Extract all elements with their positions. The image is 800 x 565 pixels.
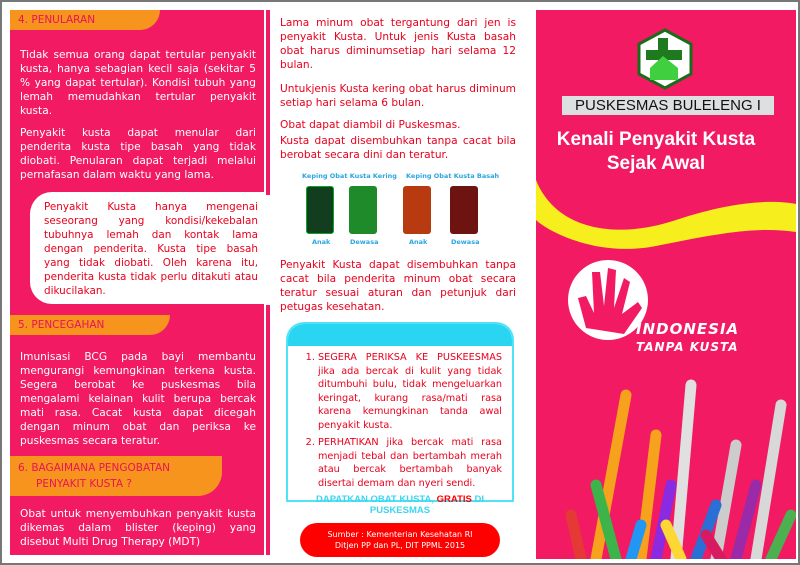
adult-label: Dewasa — [451, 238, 480, 246]
free-text-b: GRATIS — [436, 494, 472, 505]
middle-paragraph-4: Kusta dapat disembuhkan tanpa cacat bila berobat secara dini dan teratur. — [280, 135, 516, 161]
tip-item — [318, 436, 502, 490]
middle-paragraph-2: Untukjenis Kusta kering obat harus diminum setiap hari selama 6 bulan. — [280, 83, 516, 109]
puskesmas-logo-icon — [636, 28, 694, 90]
free-medicine-note — [288, 494, 512, 516]
middle-paragraph-5: Penyakit Kusta dapat disembuhkan tanpa cacat bila penderita minum obat secara teratur sesuai aturan dan petunjuk dari petugas kesehatan. — [280, 259, 516, 313]
tip-lead: SEGERA PERIKSA KE PUSKEESMAS — [318, 352, 502, 363]
penularan-paragraph-1: Tidak semua orang dapat tertular penyakit kusta, hanya sebagian kecil saja (sekitar 5 % yang dapat tertular). Kondisi tubuh yang lemah memudahkan tertular penyakit kusta. — [20, 49, 256, 117]
heading-line-1: 6. BAGAIMANA PENGOBATAN — [18, 462, 171, 474]
adult-label: Dewasa — [350, 238, 379, 246]
section-heading-pencegahan: 5. PENCEGAHAN — [10, 315, 170, 335]
pencegahan-paragraph: Imunisasi BCG pada bayi membantu mengurangi kemungkinan terkena kusta. Segera berobat ke puskesmas bila mengalami kelainan kulit berupa bercak mati rasa. Cacat kusta dapat dicegah dengan minum obat dan periksa ke puskesmas secara teratur. — [20, 351, 256, 447]
cover-title — [536, 128, 776, 176]
section-heading-penularan: 4. PENULARAN — [10, 10, 160, 30]
penularan-paragraph-2: Penyakit kusta dapat menular dari penderita kusta tipe basah yang tidak diobati. Penularan dapat terjadi melalui pernafasan dalam waktu yang lama. — [20, 127, 256, 181]
title-line-2: Sejak Awal — [606, 153, 706, 174]
free-text-a: DAPATKAN OBAT KUSTA, — [315, 494, 437, 505]
tips-box-header — [288, 324, 512, 346]
yellow-wave — [536, 170, 796, 250]
free-text-c: DI PUSKESMAS — [369, 494, 484, 516]
slogan-tanpa-kusta: TANPA KUSTA — [636, 340, 739, 354]
left-panel — [10, 10, 264, 555]
tips-box — [286, 322, 514, 516]
tip-text: jika ada bercak di kulit yang tidak ditumbuhi bulu, tidak mengeluarkan keringat, kurang rasa/mati rasa karena kemungkinan tanda awal penyakit kusta. — [318, 365, 502, 431]
pengobatan-paragraph: Obat untuk menyembuhkan penyakit kusta dikemas dalam blister (keping) yang disebut Multi Drug Therapy (MDT) — [20, 508, 256, 548]
cover-panel — [536, 10, 796, 559]
tip-item — [318, 351, 502, 432]
blister-dry-child — [306, 186, 334, 234]
organization-name: PUSKESMAS BULELENG I — [562, 96, 774, 115]
child-label: Anak — [409, 238, 428, 246]
child-label: Anak — [312, 238, 331, 246]
blister-wet-child — [403, 186, 431, 234]
pink-stripe — [266, 305, 270, 555]
heading-line-2: PENYAKIT KUSTA ? — [36, 478, 132, 490]
middle-panel — [266, 10, 534, 555]
tip-text: jika bercak mati rasa menjadi tebal dan bertambah merah atau bercak bertambah banyak disertai demam dan nyeri sendi. — [318, 437, 502, 489]
source-line-2: Ditjen PP dan PL, DIT PPML 2015 — [334, 541, 466, 550]
source-badge — [300, 523, 500, 557]
source-line-1: Sumber : Kementerian Kesehatan RI — [327, 530, 473, 539]
title-line-1: Kenali Penyakit Kusta — [556, 129, 756, 150]
dry-blister-label: Keping Obat Kusta Kering — [302, 172, 397, 180]
raised-hands-illustration — [556, 375, 796, 559]
mdt-blister-images — [296, 172, 506, 254]
middle-paragraph-1: Lama minum obat tergantung dari jen is penyakit Kusta. Untuk jenis Kusta basah obat harus diminumsetiap hari selama 12 bulan. — [280, 17, 516, 71]
penularan-callout: Penyakit Kusta hanya mengenai seseorang yang kondisi/kekebalan tubuhnya lemah dan kontak lama dengan penderita. Kusta tipe basah yang tidak diobati. Oleh karena itu, penderita kusta tidak perlu ditakuti atau dikucilakan. — [30, 192, 264, 304]
pink-stripe — [266, 10, 270, 195]
middle-paragraph-3: Obat dapat diambil di Puskesmas. — [280, 119, 461, 131]
blister-dry-adult — [349, 186, 377, 234]
section-heading-pengobatan — [10, 456, 222, 496]
blister-wet-adult — [450, 186, 478, 234]
wet-blister-label: Keping Obat Kusta Basah — [406, 172, 500, 180]
tip-lead: PERHATIKAN — [318, 437, 379, 448]
slogan-indonesia: INDONESIA — [636, 320, 740, 338]
